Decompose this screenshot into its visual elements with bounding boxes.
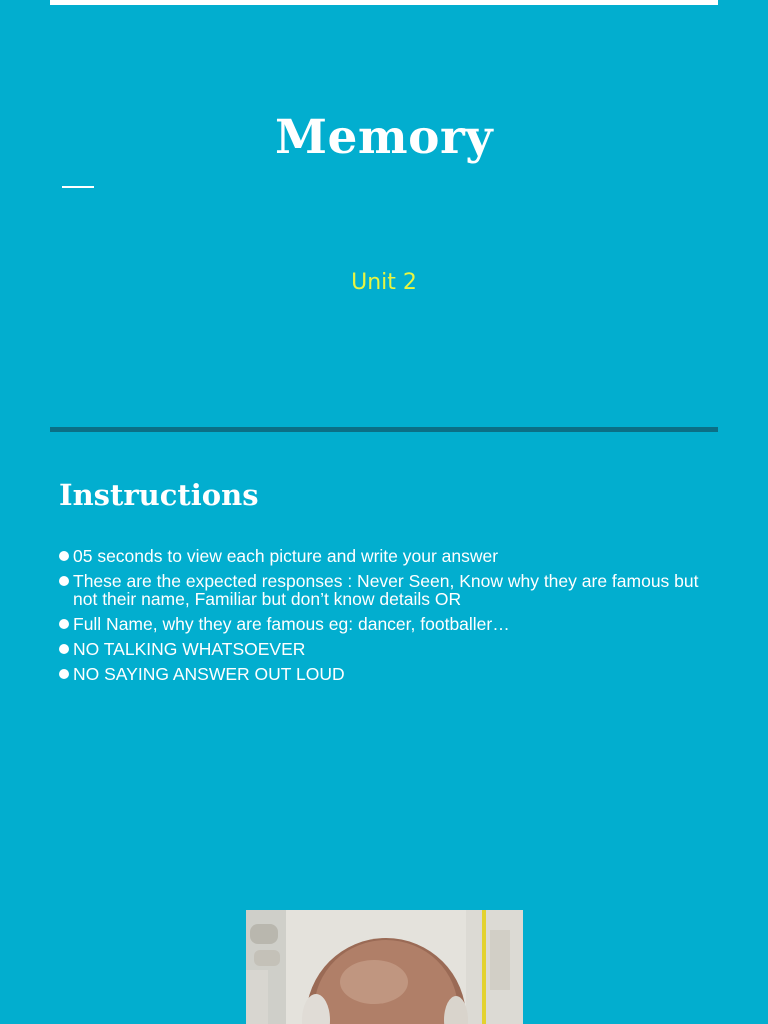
bullet-dot-icon [59,669,69,679]
instruction-item [59,640,719,658]
instructions-list [59,547,719,690]
slide-title: Memory [274,110,494,165]
slide-subtitle: Unit 2 [351,270,417,295]
bullet-dot-icon [59,576,69,586]
portrait-photo [246,910,523,1024]
previous-slide-edge [50,0,718,5]
instruction-item [59,615,719,633]
instruction-text: These are the expected responses : Never Seen, Know why they are famous but not their name, Familiar but don’t know details OR [73,571,699,609]
bullet-dot-icon [59,619,69,629]
bullet-dot-icon [59,551,69,561]
title-underline-dash [62,186,94,188]
instruction-item [59,572,719,608]
slide-separator [50,427,718,432]
bullet-dot-icon [59,644,69,654]
instruction-text: Full Name, why they are famous eg: dancer, footballer… [73,614,510,634]
portrait-photo-image [246,910,523,1024]
instructions-heading: Instructions [59,478,259,512]
instruction-text: NO SAYING ANSWER OUT LOUD [73,664,345,684]
instruction-item [59,665,719,683]
instruction-text: 05 seconds to view each picture and write your answer [73,546,499,566]
instruction-text: NO TALKING WHATSOEVER [73,639,306,659]
instruction-item [59,547,719,565]
